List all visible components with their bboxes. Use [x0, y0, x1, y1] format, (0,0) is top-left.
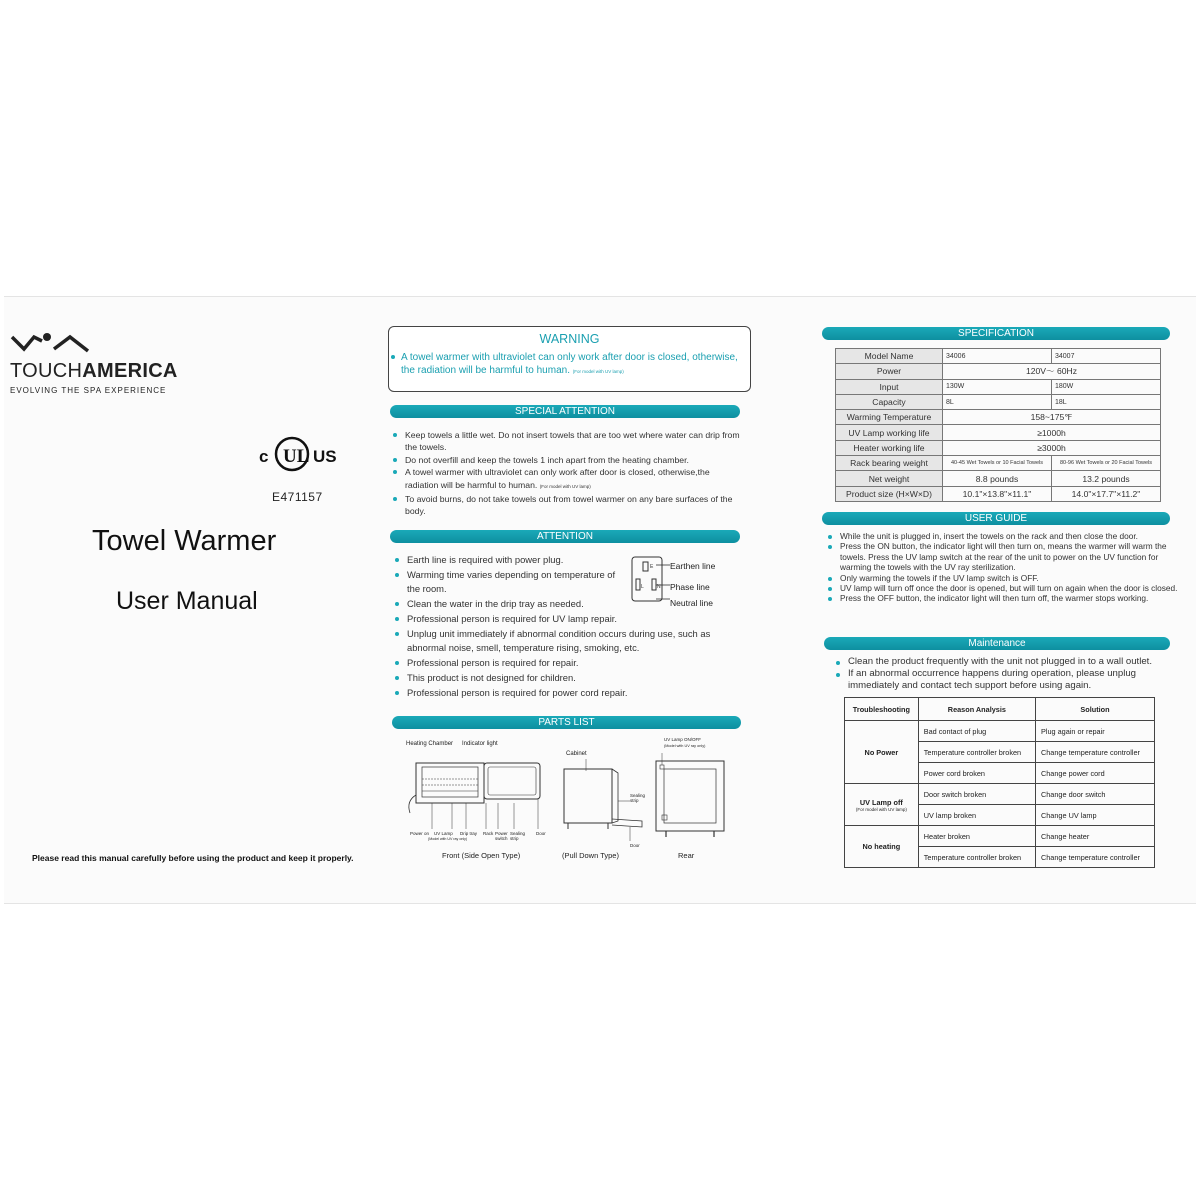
pulldown-sealing-strip-label: Sealing strip — [630, 793, 646, 803]
special-attention-list — [391, 429, 741, 518]
troubleshooting-table — [844, 697, 1155, 868]
spec-value: 130W — [943, 379, 1052, 394]
caption-rear: Rear — [678, 851, 695, 860]
sealing-strip-label: Sealing strip — [510, 831, 526, 841]
table-row — [845, 784, 1155, 805]
issue-note: (For model with UV lamp) — [855, 806, 907, 812]
list-item-note: (For model with UV lamp) — [539, 483, 591, 489]
spec-value: 14.0"×17.7"×11.2" — [1052, 486, 1161, 501]
plug-pin-e: E — [650, 564, 654, 570]
table-header-row — [845, 698, 1155, 721]
warning-note: (For model with UV lamp) — [572, 369, 624, 374]
plug-pin-n: N — [657, 584, 661, 590]
uv-lamp-note: (Model with UV ray only) — [428, 837, 468, 841]
drip-tray-label: Drip tray — [460, 831, 478, 836]
spec-value: 158~175℉ — [943, 410, 1161, 425]
spec-value: 18L — [1052, 394, 1161, 409]
ul-mark-ul: UL — [283, 446, 310, 467]
spec-value: 34006 — [943, 349, 1052, 364]
warning-box — [388, 326, 751, 392]
reason-cell: Door switch broken — [918, 784, 1035, 805]
bullet-dot-icon — [391, 355, 395, 359]
table-row — [836, 471, 1161, 486]
reason-cell: Temperature controller broken — [918, 847, 1035, 868]
table-row — [836, 440, 1161, 455]
list-item-text: A towel warmer with ultraviolet can only work after door is closed, otherwise,the radiation will be harmful to human. — [405, 467, 710, 490]
list-item: Professional person is required for repair. — [393, 656, 723, 671]
spec-label: Heater working life — [836, 440, 943, 455]
column-header: Solution — [1035, 698, 1154, 721]
solution-cell: Change power cord — [1035, 763, 1154, 784]
cabinet-label: Cabinet — [566, 751, 587, 757]
spec-value: 120V～ 60Hz — [943, 364, 1161, 379]
issue-name: UV Lamp off — [859, 797, 903, 807]
table-row — [836, 349, 1161, 364]
heating-chamber-label: Heating Chamber — [406, 741, 454, 747]
list-item: UV lamp will turn off once the door is opened, but will turn on again when the door is closed. — [826, 583, 1182, 593]
reason-cell: UV lamp broken — [918, 805, 1035, 826]
spec-label: Model Name — [836, 349, 943, 364]
spec-label: Rack bearing weight — [836, 456, 943, 471]
list-item: Only warming the towels if the UV lamp switch is OFF. — [826, 573, 1182, 583]
uv-switch-label: UV Lamp ON/OFF — [664, 737, 702, 742]
spa-figure-icon — [10, 327, 90, 355]
spec-label: Warming Temperature — [836, 410, 943, 425]
maintenance-banner: Maintenance — [824, 637, 1170, 650]
table-row — [845, 721, 1155, 742]
power-on-label: Power on — [410, 831, 430, 836]
column-header: Troubleshooting — [845, 698, 919, 721]
ul-certification-mark — [259, 434, 349, 474]
list-item: Warming time varies depending on temperature of the room. — [393, 568, 628, 597]
table-row — [836, 394, 1161, 409]
spec-label: Input — [836, 379, 943, 394]
neutral-line-label: Neutral line — [670, 598, 713, 608]
front-door-label: Door — [536, 831, 546, 836]
reason-cell: Power cord broken — [918, 763, 1035, 784]
uv-switch-note: (Model with UV ray only) — [664, 744, 706, 748]
list-item: While the unit is plugged in, insert the towels on the rack and then close the door. — [826, 531, 1182, 541]
reason-cell: Temperature controller broken — [918, 742, 1035, 763]
list-item: Clean the product frequently with the unit not plugged in to a wall outlet. — [834, 656, 1164, 668]
warning-body: A towel warmer with ultraviolet can only work after door is closed, otherwise, the radiation will be harmful to human. — [401, 352, 738, 376]
special-attention-banner: SPECIAL ATTENTION — [390, 405, 740, 418]
power-switch-label: Power switch — [495, 831, 508, 841]
attention-banner: ATTENTION — [390, 530, 740, 543]
solution-cell: Change temperature controller — [1035, 742, 1154, 763]
solution-cell: Plug again or repair — [1035, 721, 1154, 742]
brand-logo — [10, 327, 200, 395]
list-item: Clean the water in the drip tray as needed. — [393, 597, 628, 612]
table-row — [836, 410, 1161, 425]
issue-cell — [845, 784, 919, 826]
column-header: Reason Analysis — [918, 698, 1035, 721]
list-item: If an abnormal occurrence happens during operation, please unplug immediately and contact tech support before using again. — [834, 668, 1164, 692]
brand-name — [10, 360, 200, 383]
warning-title: WARNING — [539, 332, 600, 346]
spec-label: UV Lamp working life — [836, 425, 943, 440]
spec-label: Power — [836, 364, 943, 379]
issue-cell — [845, 721, 919, 784]
table-row — [836, 379, 1161, 394]
document-subtitle: User Manual — [116, 587, 258, 615]
manual-sheet — [4, 296, 1196, 904]
spec-value: ≥3000h — [943, 440, 1161, 455]
issue-cell — [845, 826, 919, 868]
spec-value: 40-45 Wet Towels or 10 Facial Towels — [943, 456, 1052, 471]
table-row — [836, 456, 1161, 471]
spec-value: 10.1"×13.8"×11.1" — [943, 486, 1052, 501]
spec-value: 34007 — [1052, 349, 1161, 364]
spec-value: 13.2 pounds — [1052, 471, 1161, 486]
list-item: This product is not designed for children. — [393, 671, 723, 686]
certification-number: E471157 — [272, 490, 323, 504]
list-item: To avoid burns, do not take towels out from towel warmer on any bare surfaces of the body. — [391, 493, 741, 518]
user-guide-list — [826, 531, 1182, 604]
solution-cell: Change UV lamp — [1035, 805, 1154, 826]
specification-banner: SPECIFICATION — [822, 327, 1170, 340]
list-item: Earth line is required with power plug. — [393, 553, 628, 568]
attention-list-top — [393, 553, 628, 612]
solution-cell: Change door switch — [1035, 784, 1154, 805]
parts-list-banner: PARTS LIST — [392, 716, 741, 729]
spec-value: ≥1000h — [943, 425, 1161, 440]
phase-line-label: Phase line — [670, 582, 710, 592]
spec-value: 80-96 Wet Towels or 20 Facial Towels — [1052, 456, 1161, 471]
parts-diagrams — [402, 735, 746, 865]
document-title: Towel Warmer — [92, 525, 277, 557]
table-row — [845, 826, 1155, 847]
warning-text — [401, 351, 746, 378]
pulldown-door-label: Door — [630, 843, 640, 848]
caption-pull-down: (Pull Down Type) — [562, 851, 619, 860]
issue-name: No Power — [864, 747, 899, 757]
solution-cell: Change heater — [1035, 826, 1154, 847]
solution-cell: Change temperature controller — [1035, 847, 1154, 868]
list-item: Unplug unit immediately if abnormal condition occurs during use, such as abnormal noise, smell, temperature rising, smoking, etc. — [393, 627, 723, 656]
indicator-light-label: Indicator light — [462, 741, 498, 747]
attention-list-bottom — [393, 612, 723, 700]
list-item: Do not overfill and keep the towels 1 inch apart from the heating chamber. — [391, 454, 741, 466]
list-item: Press the OFF button, the indicator light will then turn off, the warmer stops working. — [826, 593, 1182, 603]
spec-label: Net weight — [836, 471, 943, 486]
brand-name-light: TOUCH — [10, 360, 83, 382]
rack-label: Rack — [483, 831, 494, 836]
table-row — [836, 364, 1161, 379]
issue-name: No heating — [862, 842, 901, 851]
caption-front: Front (Side Open Type) — [442, 851, 521, 860]
spec-label: Capacity — [836, 394, 943, 409]
spec-value: 8L — [943, 394, 1052, 409]
list-item: Press the ON button, the indicator light will then turn on, means the warmer will warm the towels. Press the UV lamp switch at the rear of the unit to power on the UV function for warming the towels with the UV ray sterilization. — [826, 541, 1182, 572]
user-guide-banner: USER GUIDE — [822, 512, 1170, 525]
list-item: Professional person is required for UV lamp repair. — [393, 612, 723, 627]
reason-cell: Bad contact of plug — [918, 721, 1035, 742]
table-row — [836, 425, 1161, 440]
brand-tagline: EVOLVING THE SPA EXPERIENCE — [10, 386, 167, 395]
reason-cell: Heater broken — [918, 826, 1035, 847]
maintenance-list — [834, 656, 1164, 693]
ul-mark-us: US — [313, 447, 337, 466]
list-item — [391, 466, 741, 493]
earthen-line-label: Earthen line — [670, 561, 716, 571]
spec-label: Product size (H×W×D) — [836, 486, 943, 501]
brand-name-bold: AMERICA — [82, 360, 178, 382]
list-item: Keep towels a little wet. Do not insert towels that are too wet where water can drip from the towels. — [391, 429, 741, 454]
plug-pin-l: L — [641, 584, 644, 590]
spec-value: 180W — [1052, 379, 1161, 394]
table-row — [836, 486, 1161, 501]
ul-mark-c: c — [259, 447, 269, 466]
specification-table — [835, 348, 1161, 502]
spec-value: 8.8 pounds — [943, 471, 1052, 486]
list-item: Professional person is required for power cord repair. — [393, 686, 723, 701]
uv-lamp-label: UV Lamp — [434, 831, 453, 836]
cover-footnote: Please read this manual carefully before using the product and keep it properly. — [32, 853, 354, 863]
